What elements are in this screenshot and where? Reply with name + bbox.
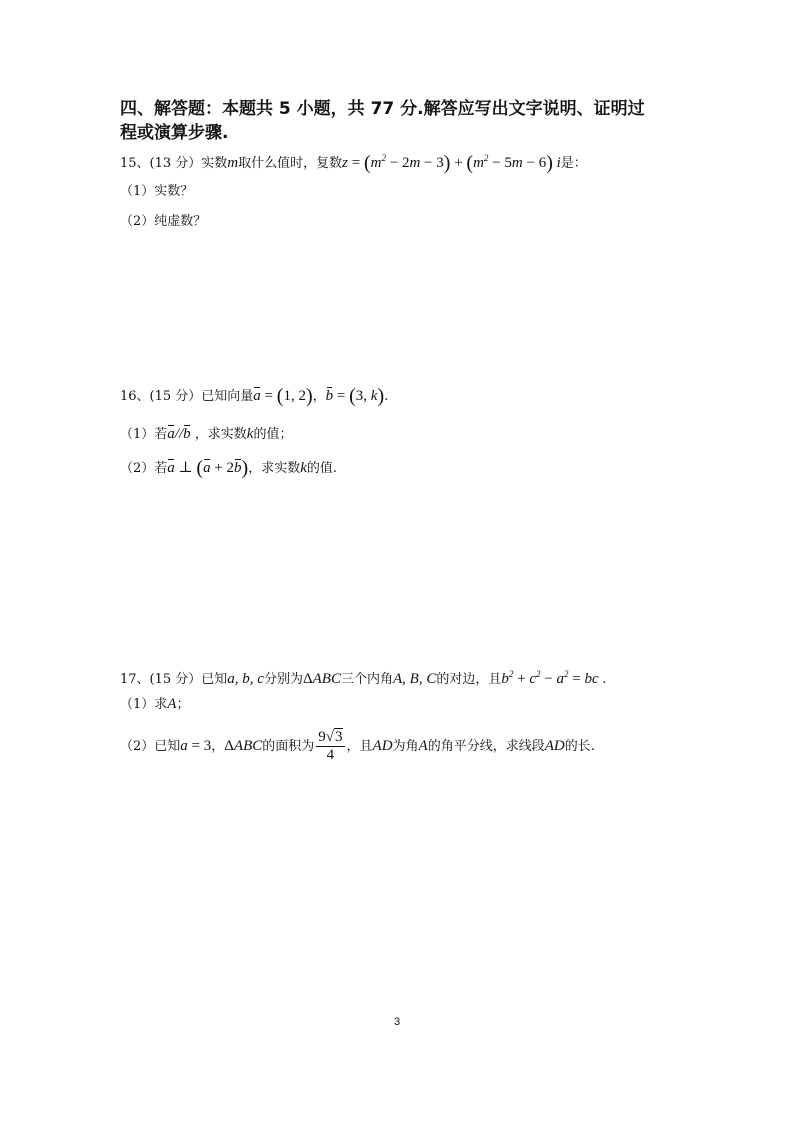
question-17-text-c: 的对边，且 <box>436 672 502 687</box>
question-16-part-1-end: 的值； <box>253 427 293 442</box>
segment-ad: AD <box>372 738 393 754</box>
question-16-part-1-suffix: ，求实数 <box>194 427 247 442</box>
perpendicular-condition: a ⊥ (a + 2b) <box>167 457 249 479</box>
question-16-separator: ， <box>312 389 326 404</box>
side-relation-formula: $b^2 + c^2 - a^2$ = bc . <box>501 669 607 687</box>
question-17-part-1-end: ； <box>176 697 190 712</box>
variable-k: k <box>300 460 307 476</box>
question-17-part-2-bisect: 为角 <box>392 739 419 754</box>
triangle-abc: ΔABC <box>224 738 263 754</box>
section-heading-line2: 程或演算步骤. <box>120 123 229 143</box>
variable-k: k <box>246 426 254 442</box>
question-17-part-1-prefix: （1）求 <box>120 697 168 712</box>
question-16-end: . <box>384 389 389 404</box>
question-16-prefix: 16、(15 分）已知向量 <box>120 389 254 404</box>
question-17-part-1 <box>120 694 189 715</box>
question-16-stem <box>120 386 388 407</box>
question-16-part-1 <box>120 424 292 445</box>
question-17-text-a: 分别为 <box>263 672 303 687</box>
question-15-end: 是： <box>560 156 587 171</box>
triangle-abc: ΔABC <box>302 671 341 687</box>
question-17-part-2 <box>120 728 595 765</box>
question-17-part-2-prefix: （2）已知 <box>120 739 181 754</box>
question-17-part-2-and: ，且 <box>346 739 373 754</box>
question-15-prefix: 15、(13 分）实数 <box>120 156 228 171</box>
question-16-part-2-end: 的值. <box>306 461 338 476</box>
page-number: 3 <box>393 1016 401 1028</box>
vector-a-definition: a = (1, 2) <box>253 385 313 407</box>
angles-abc: A, B, C <box>393 671 437 687</box>
question-17-stem <box>120 664 606 690</box>
question-15-part-2: （2）纯虚数？ <box>120 214 207 229</box>
question-16-part-2-suffix: ，求实数 <box>248 461 301 476</box>
angle-a: A <box>418 738 428 754</box>
question-16-part-1-prefix: （1）若 <box>120 427 168 442</box>
question-17-text-b: 三个内角 <box>340 672 393 687</box>
sides-abc: a, b, c <box>227 671 264 687</box>
area-fraction: $\frac{9√3}{4}$ <box>318 729 343 763</box>
question-16-part-2-prefix: （2）若 <box>120 461 168 476</box>
question-15-part-1: （1）实数？ <box>120 184 194 199</box>
side-a-value: a = 3 <box>180 738 212 754</box>
parallel-condition: a//b <box>167 426 191 442</box>
question-17-part-2-separator: ， <box>211 739 225 754</box>
segment-ad: AD <box>544 738 565 754</box>
question-17-prefix: 17、(15 分）已知 <box>120 672 228 687</box>
question-17-part-2-area-text: 的面积为 <box>262 739 315 754</box>
section-heading-line1: 四、解答题：本题共 5 小题，共 77 分.解答应写出文字说明、证明过 <box>120 99 645 119</box>
question-17-part-2-end: 的长. <box>564 739 595 754</box>
question-15-text: 取什么值时，复数 <box>238 156 343 171</box>
angle-a: A <box>167 696 177 712</box>
question-15-stem <box>120 148 587 174</box>
question-17-part-2-bisect2: 的角平分线，求线段 <box>427 739 545 754</box>
vector-b-definition: b = (3, k) <box>325 385 385 407</box>
question-16-part-2 <box>120 458 337 479</box>
variable-m: m <box>227 155 239 171</box>
complex-number-formula: $z = (m^2 - 2m - 3) + (m^2 - 5m - 6)$ i <box>342 152 561 174</box>
